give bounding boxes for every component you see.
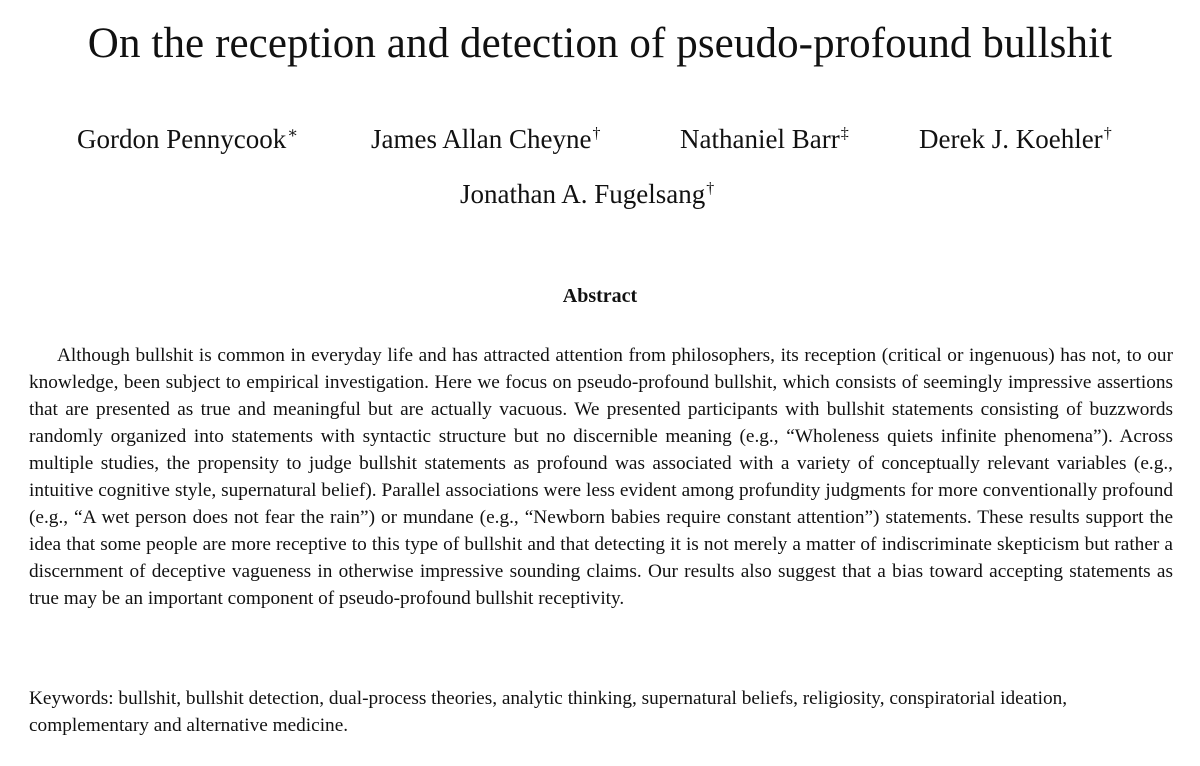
authors-row-1 bbox=[0, 119, 1200, 159]
authors-row-2 bbox=[0, 174, 1200, 214]
affiliation-mark: ∗ bbox=[287, 125, 299, 142]
author-cheyne bbox=[371, 119, 600, 159]
keywords-text: Keywords: bullshit, bullshit detection, dual-process theories, analytic thinking, supernatural beliefs, religiosity, conspiratorial ideation, complementary and alternative medicine. bbox=[29, 688, 1068, 736]
author-barr bbox=[680, 119, 849, 159]
author-fugelsang bbox=[460, 174, 714, 214]
affiliation-mark: † bbox=[706, 180, 715, 197]
author-name: Gordon Pennycook bbox=[77, 124, 287, 154]
abstract-heading: Abstract bbox=[562, 285, 638, 307]
affiliation-mark: † bbox=[592, 125, 601, 142]
author-name: Jonathan A. Fugelsang bbox=[460, 179, 706, 209]
abstract-text: Although bullshit is common in everyday life and has attracted attention from philosophers, its reception (critical or ingenuous) has not, to our knowledge, been subject to empirical investigation. Here we focus on pseudo-profound bullshit, which consists of seemingly impressive assertions that are presented as true and meaningful but are actually vacuous. We presented participants with bullshit statements consisting of buzzwords randomly organized into statements with syntactic structure but no discernible meaning (e.g., “Wholeness quiets infinite phenomena”). Across multiple studies, the propensity to judge bullshit statements as profound was associated with a variety of conceptually relevant variables (e.g., intuitive cognitive style, supernatural belief). Parallel associations were less evident among profundity judgments for more conventionally profound (e.g., “A wet person does not fear the rain”) or mundane (e.g., “Newborn babies require constant attention”) statements. These results support the idea that some people are more receptive to this type of bullshit and that detecting it is not merely a matter of indiscriminate skepticism but rather a discernment of deceptive vagueness in otherwise impressive sounding claims. Our results also suggest that a bias toward accepting statements as true may be an important component of pseudo-profound bullshit receptivity. bbox=[29, 345, 1173, 609]
author-name: Nathaniel Barr bbox=[680, 124, 840, 154]
author-name: James Allan Cheyne bbox=[371, 124, 592, 154]
author-pennycook bbox=[77, 119, 298, 159]
author-name: Derek J. Koehler bbox=[919, 124, 1103, 154]
affiliation-mark: ‡ bbox=[840, 125, 849, 142]
author-koehler bbox=[919, 119, 1112, 159]
paper-title: On the reception and detection of pseudo-profound bullshit bbox=[87, 20, 1113, 67]
affiliation-mark: † bbox=[1103, 125, 1112, 142]
